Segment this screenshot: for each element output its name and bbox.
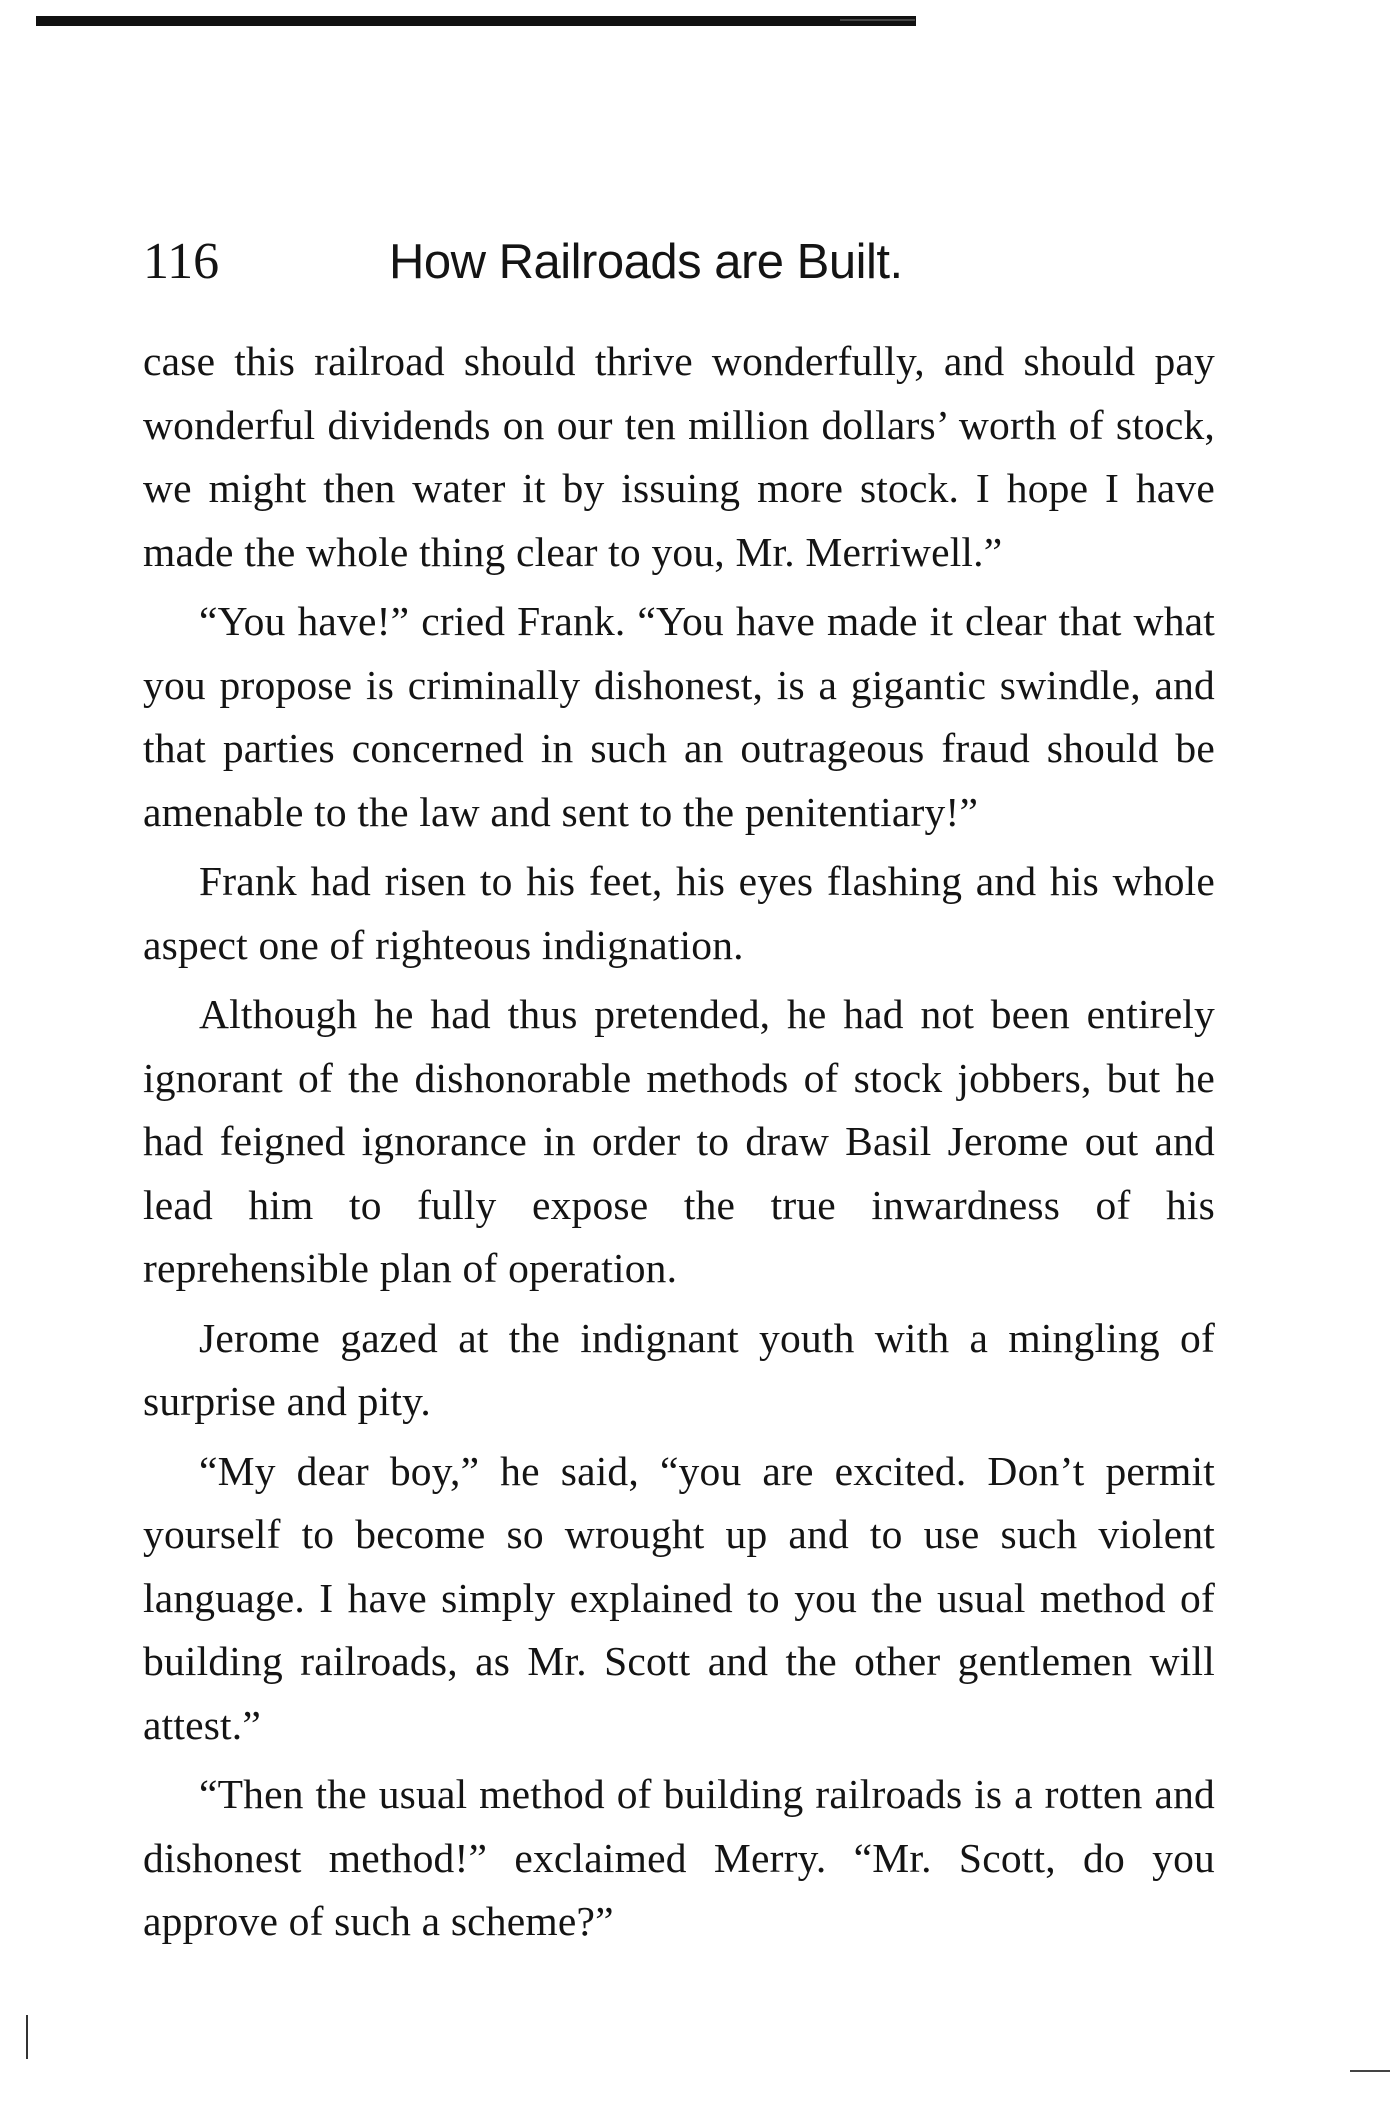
paragraph: Although he had thus pretended, he had not been entirely ignorant of the dishonorable methods of stock jobbers, but he had feigned ignorance in order to draw Basil Jerome out and lead him to fully expose the true inwardness of his reprehensible plan of operation. xyxy=(143,991,1215,1291)
paragraph: Jerome gazed at the indignant youth with a mingling of surprise and pity. xyxy=(143,1314,1215,1424)
top-rule xyxy=(36,16,916,26)
page-number: 116 xyxy=(143,233,220,290)
top-rule-tail xyxy=(840,19,915,21)
paragraph: “My dear boy,” he said, “you are excited. Don’t permit yourself to become so wrought up and to use such violent language. I have simply explained to you the usual method of building railroads, as Mr. Scott and the other gentlemen will attest.” xyxy=(143,1447,1215,1748)
margin-mark xyxy=(26,2015,28,2059)
paragraph: “You have!” cried Frank. “You have made it clear that what you propose is criminally dishonest, is a gigantic swindle, and that parties concerned in such an outrageous fraud should be amenable to the law and sent to the penitentiary!” xyxy=(143,598,1215,835)
running-title: How Railroads are Built. xyxy=(389,235,903,289)
page-header xyxy=(143,222,1215,302)
paragraph: case this railroad should thrive wonderfully, and should pay wonderful dividends on our ten million dollars’ worth of stock, we might then water it by issuing more stock. I hope I have made the whole thing clear to you, Mr. Merriwell.” xyxy=(143,338,1215,575)
body-text xyxy=(143,330,1215,1960)
paragraph: Frank had risen to his feet, his eyes flashing and his whole aspect one of righteous indignation. xyxy=(143,858,1215,968)
margin-mark xyxy=(1350,2070,1390,2072)
paragraph: “Then the usual method of building railroads is a rotten and dishonest method!” exclaimed Merry. “Mr. Scott, do you approve of such a scheme?” xyxy=(143,1771,1215,1944)
